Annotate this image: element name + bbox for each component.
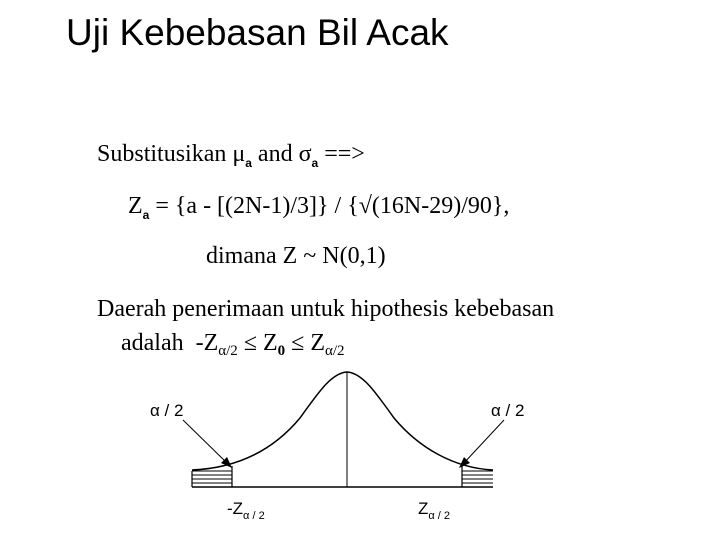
alpha-half-subscript-left: α/2	[218, 343, 238, 359]
formula-text: = {a - [(2N-1)/3]} / {√(16N-29)/90},	[149, 193, 510, 219]
implies-arrow: ==>	[318, 141, 365, 167]
left-critical-subscript: α / 2	[243, 510, 265, 522]
sigma-subscript: a	[311, 156, 319, 170]
right-critical-label	[418, 499, 450, 522]
right-critical-main: Z	[418, 499, 429, 518]
left-critical-main: -Z	[227, 499, 244, 518]
sigma-symbol: σ	[298, 141, 312, 167]
z0-subscript: 0	[277, 343, 286, 359]
right-critical-subscript: α / 2	[428, 510, 451, 522]
right-tail-shading	[462, 471, 493, 483]
right-tail-label: α / 2	[491, 401, 525, 420]
mu-subscript: a	[245, 156, 252, 170]
left-critical-label	[227, 499, 265, 522]
acceptance-inequality-line	[121, 330, 345, 357]
z-subscript: a	[142, 208, 150, 222]
left-tail-label: α / 2	[150, 401, 184, 420]
alpha-half-subscript-right: α/2	[325, 343, 345, 359]
left-tail-shading	[192, 471, 232, 483]
left-arrow	[183, 420, 232, 468]
and-text: and	[251, 141, 299, 167]
distribution-line: dimana Z ~ N(0,1)	[206, 243, 386, 269]
normal-distribution-figure	[150, 368, 525, 530]
inequality-mid2: ≤ Z	[285, 330, 325, 356]
slide-title: Uji Kebebasan Bil Acak	[66, 12, 449, 53]
substitution-text: Substitusikan	[97, 141, 233, 167]
formula-line	[128, 193, 509, 220]
right-arrow	[459, 420, 504, 468]
bell-curve	[192, 372, 493, 470]
inequality-mid1: ≤ Z	[237, 330, 278, 356]
substitution-line	[97, 141, 365, 168]
acceptance-region-line: Daerah penerimaan untuk hipothesis kebebasan	[97, 296, 555, 322]
mu-symbol: μ	[232, 141, 246, 167]
z-symbol: Z	[128, 193, 143, 219]
inequality-prefix: adalah -Z	[121, 330, 219, 356]
